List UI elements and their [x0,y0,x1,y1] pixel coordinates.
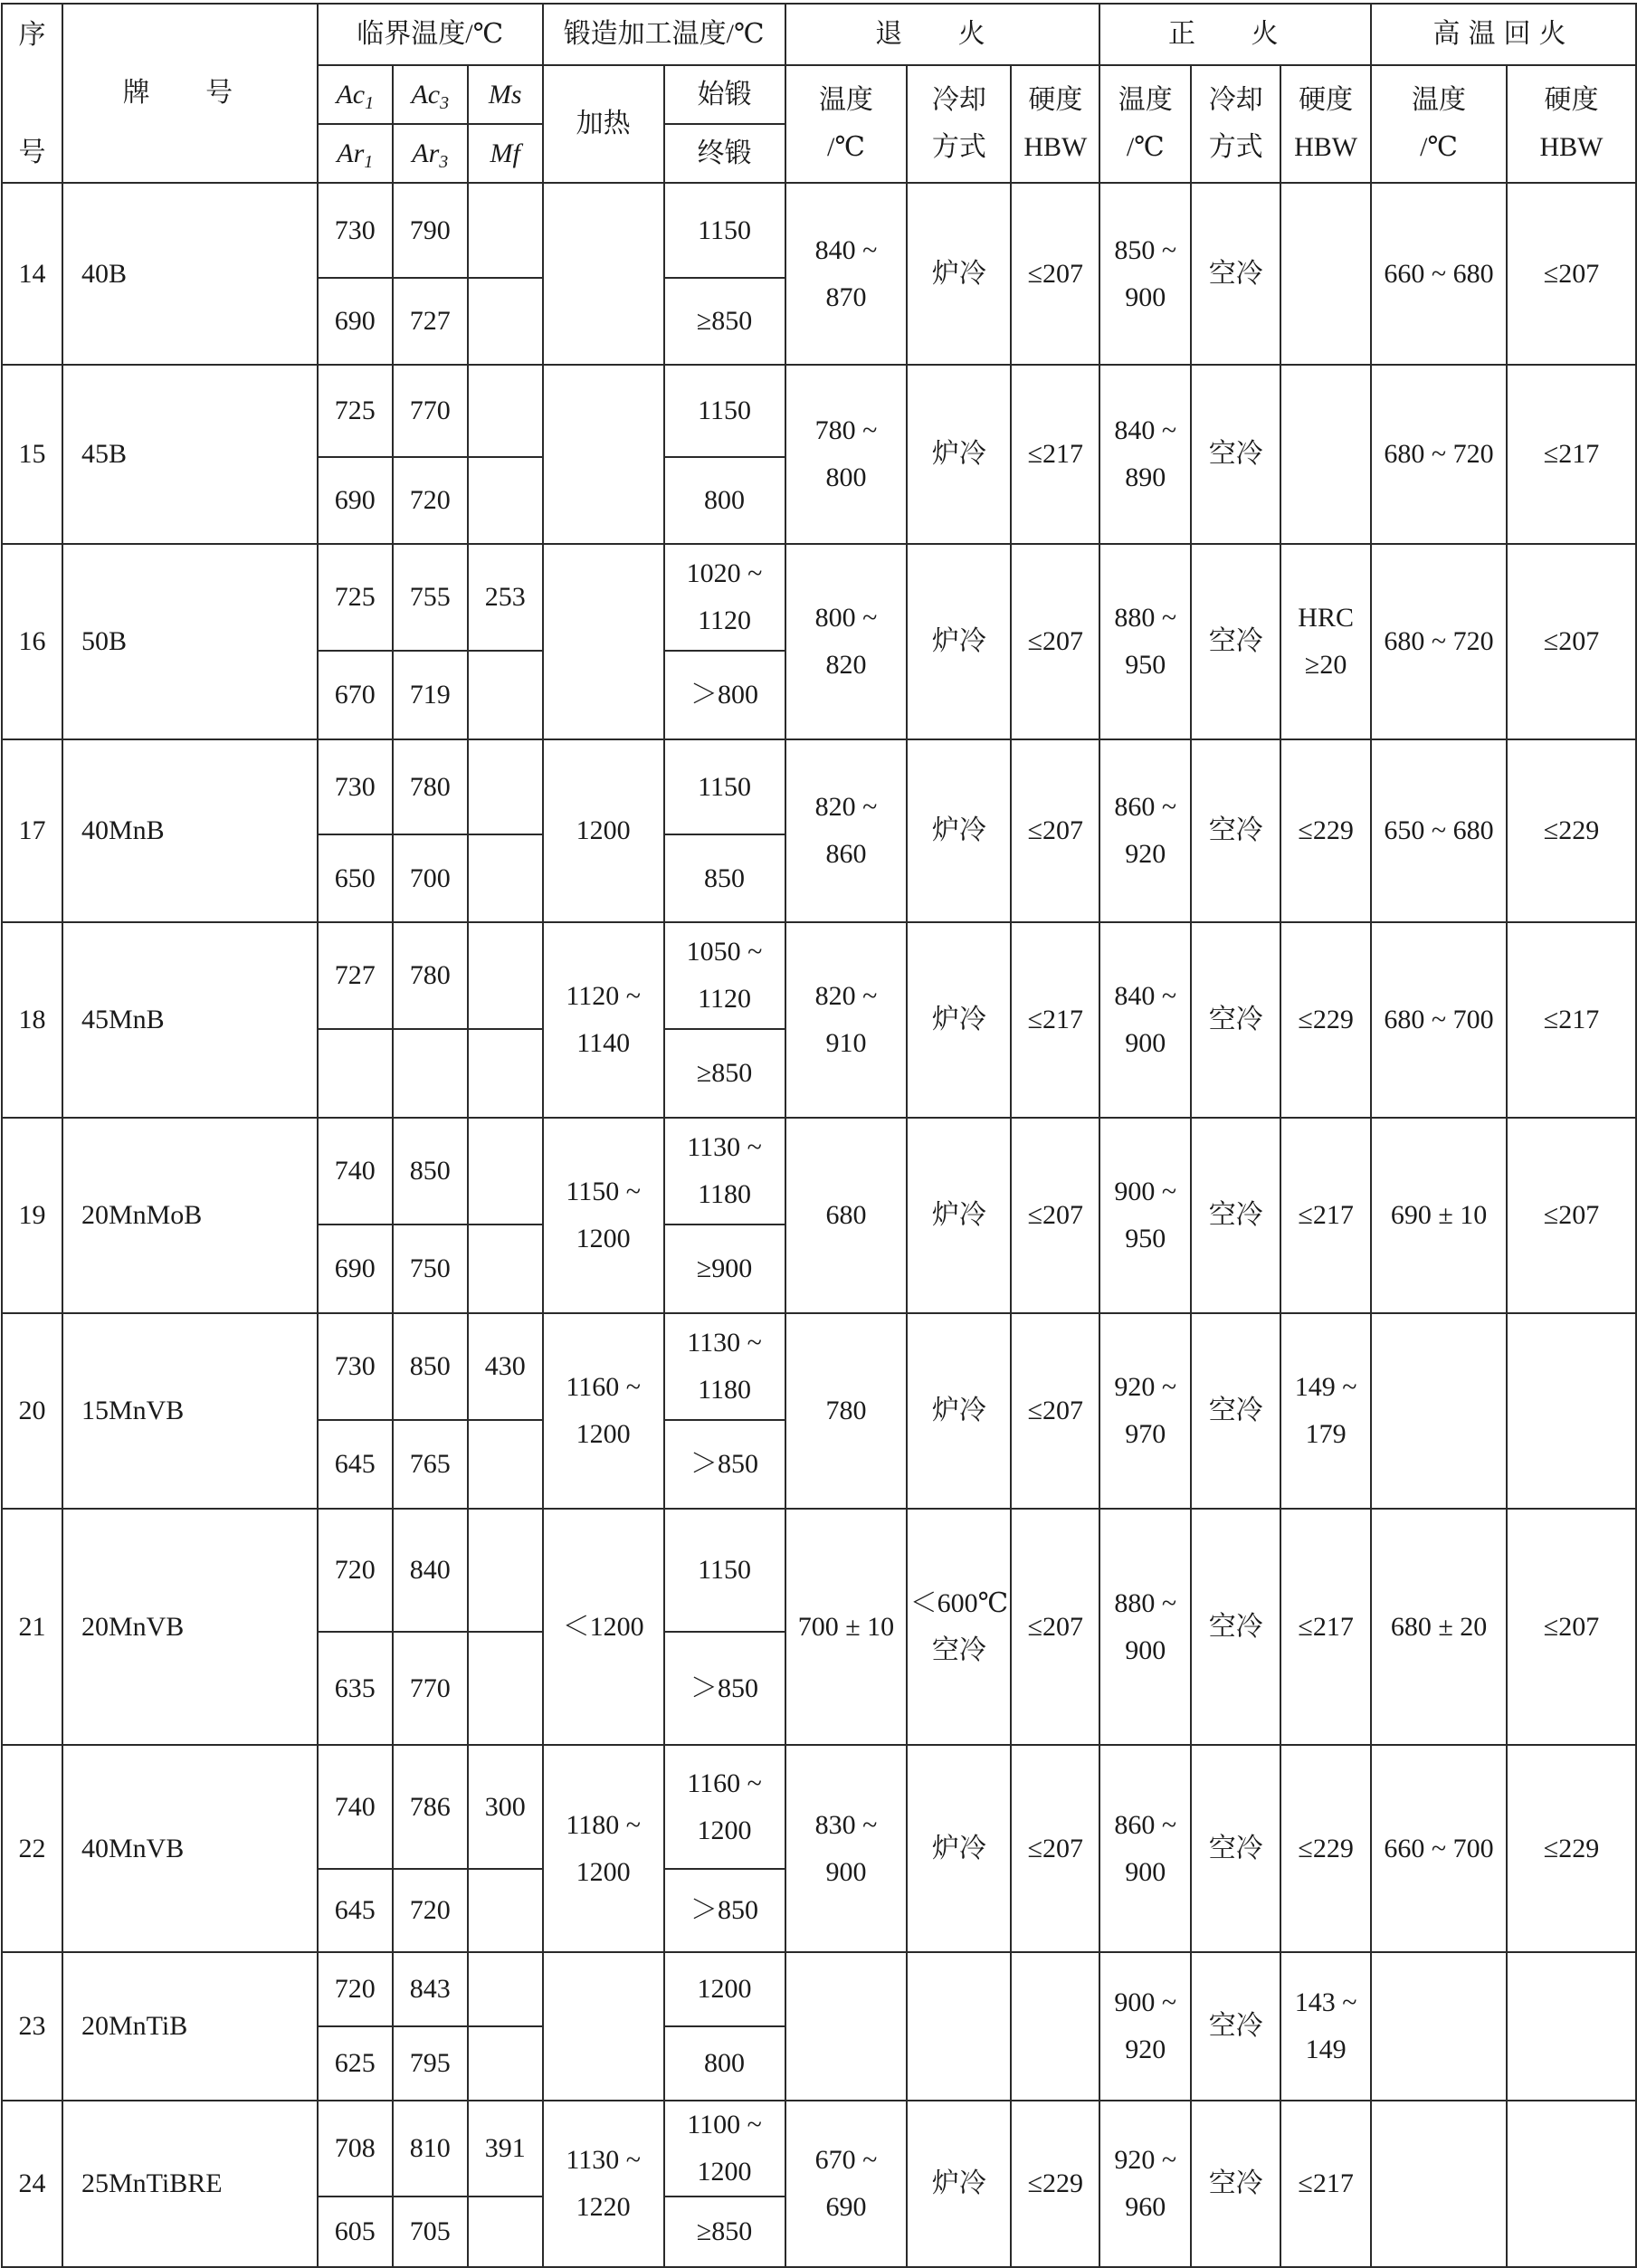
row-number: 18 [2,922,62,1118]
ar3-cell: 770 [393,1632,468,1745]
temper-temp-cell [1371,2101,1507,2267]
mf-cell [468,2197,543,2267]
anneal-hard-cell: ≤229 [1011,2101,1099,2267]
seq-header-bottom: 号 [2,124,62,183]
anneal-cool-cell: 炉冷 [907,1745,1011,1952]
temper-header: 高温回火 [1371,4,1636,65]
table-row [2,544,1636,651]
final-forge-cell: 850 [664,834,785,922]
normalize-temp-cell: 880 ~ 950 [1099,544,1191,739]
anneal-cool-cell [907,1952,1011,2101]
final-forge-cell: ≥850 [664,2197,785,2267]
ar1-cell: 645 [318,1869,393,1952]
final-forge-cell: ＞800 [664,651,785,739]
table-row [2,365,1636,457]
ms-cell [468,1952,543,2026]
heating-cell: 1130 ~ 1220 [543,2101,664,2267]
normalize-hard-cell [1280,365,1371,544]
start-forge-cell: 1130 ~ 1180 [664,1313,785,1420]
ms-cell: 391 [468,2101,543,2197]
anneal-hard-cell: ≤207 [1011,1509,1099,1745]
normalize-hard-cell [1280,183,1371,365]
normalize-hard-header: 硬度 HBW [1280,65,1371,183]
mf-cell [468,457,543,544]
anneal-hard-cell: ≤207 [1011,1118,1099,1313]
ac1-cell: 708 [318,2101,393,2197]
anneal-cool-header: 冷却 方式 [907,65,1011,183]
ar3-cell: 750 [393,1225,468,1313]
temper-hard-cell: ≤207 [1507,183,1636,365]
row-number: 23 [2,1952,62,2101]
temper-hard-cell: ≤207 [1507,1509,1636,1745]
temper-hard-cell: ≤217 [1507,365,1636,544]
anneal-cool-cell: 炉冷 [907,922,1011,1118]
ac3-cell: 850 [393,1118,468,1225]
ar1-cell: 690 [318,278,393,365]
normalize-temp-cell: 860 ~ 920 [1099,739,1191,922]
ms-cell [468,1118,543,1225]
heating-header: 加热 [543,65,664,183]
start-forge-cell: 1160 ~ 1200 [664,1745,785,1869]
ac3-cell: 843 [393,1952,468,2026]
mf-cell [468,834,543,922]
ac1-header: $Ac_1$ [318,65,393,124]
temper-hard-cell [1507,1952,1636,2101]
heating-cell: 1180 ~ 1200 [543,1745,664,1952]
ar3-cell: 700 [393,834,468,922]
temper-temp-cell: 680 ~ 720 [1371,365,1507,544]
grade-cell: 20MnMoB [62,1118,318,1313]
normalize-temp-cell: 840 ~ 890 [1099,365,1191,544]
mf-cell [468,1632,543,1745]
temper-temp-cell: 690 ± 10 [1371,1118,1507,1313]
start-forge-cell: 1150 [664,365,785,457]
table-row [2,1952,1636,2026]
critical-temp-header: 临界温度/℃ [318,4,543,65]
temper-hard-cell: ≤207 [1507,1118,1636,1313]
normalize-hard-cell: ≤217 [1280,2101,1371,2267]
ms-cell [468,183,543,278]
ac3-cell: 810 [393,2101,468,2197]
grade-cell: 40MnVB [62,1745,318,1952]
ac1-cell: 725 [318,365,393,457]
mf-cell [468,651,543,739]
grade-cell: 25MnTiBRE [62,2101,318,2267]
normalize-cool-cell: 空冷 [1191,544,1280,739]
heating-cell: 1160 ~ 1200 [543,1313,664,1509]
normalize-temp-cell: 850 ~ 900 [1099,183,1191,365]
ar3-header: $Ar_3$ [393,124,468,183]
ms-header: Ms [468,65,543,124]
row-number: 22 [2,1745,62,1952]
anneal-header: 退 火 [785,4,1100,65]
final-forge-cell: 800 [664,2026,785,2101]
normalize-temp-cell: 860 ~ 900 [1099,1745,1191,1952]
anneal-temp-header: 温度 /℃ [785,65,908,183]
ac3-cell: 850 [393,1313,468,1420]
final-forge-cell: ≥900 [664,1225,785,1313]
grade-cell: 40MnB [62,739,318,922]
anneal-temp-cell: 700 ± 10 [785,1509,908,1745]
anneal-temp-cell: 820 ~ 910 [785,922,908,1118]
final-forge-header: 终锻 [664,124,785,183]
temper-hard-cell: ≤207 [1507,544,1636,739]
ac1-cell: 725 [318,544,393,651]
mf-cell [468,1420,543,1509]
anneal-cool-cell: 炉冷 [907,1313,1011,1509]
grade-cell: 45B [62,365,318,544]
anneal-hard-cell: ≤207 [1011,1313,1099,1509]
start-forge-cell: 1150 [664,1509,785,1632]
anneal-hard-cell: ≤207 [1011,183,1099,365]
grade-cell: 20MnTiB [62,1952,318,2101]
ar3-cell: 719 [393,651,468,739]
anneal-hard-cell: ≤207 [1011,1745,1099,1952]
normalize-hard-cell: 143 ~ 149 [1280,1952,1371,2101]
row-number: 24 [2,2101,62,2267]
final-forge-cell: 800 [664,457,785,544]
final-forge-cell: ≥850 [664,278,785,365]
mf-cell [468,1029,543,1118]
table-row [2,1118,1636,1225]
heating-cell [543,365,664,544]
ar3-cell: 795 [393,2026,468,2101]
ac3-cell: 790 [393,183,468,278]
seq-header-top: 序 [2,4,62,65]
anneal-temp-cell: 820 ~ 860 [785,739,908,922]
steel-heat-treatment-table [1,3,1637,2268]
normalize-cool-cell: 空冷 [1191,183,1280,365]
ac1-cell: 740 [318,1118,393,1225]
ms-cell [468,739,543,834]
ac1-cell: 740 [318,1745,393,1869]
final-forge-cell: ＞850 [664,1632,785,1745]
ms-cell: 253 [468,544,543,651]
anneal-cool-cell: ＜600℃ 空冷 [907,1509,1011,1745]
normalize-cool-header: 冷却 方式 [1191,65,1280,183]
anneal-temp-cell: 780 [785,1313,908,1509]
ac1-cell: 730 [318,739,393,834]
ar1-header: $Ar_1$ [318,124,393,183]
temper-hard-cell [1507,1313,1636,1509]
anneal-temp-cell: 780 ~ 800 [785,365,908,544]
ac3-cell: 840 [393,1509,468,1632]
table-row [2,183,1636,278]
temper-temp-cell [1371,1952,1507,2101]
anneal-temp-cell: 680 [785,1118,908,1313]
anneal-temp-cell: 840 ~ 870 [785,183,908,365]
temper-hard-header: 硬度 HBW [1507,65,1636,183]
grade-cell: 20MnVB [62,1509,318,1745]
ac3-cell: 786 [393,1745,468,1869]
ar1-cell: 625 [318,2026,393,2101]
ar1-cell: 690 [318,1225,393,1313]
normalize-temp-cell: 900 ~ 920 [1099,1952,1191,2101]
ac3-cell: 780 [393,922,468,1029]
normalize-hard-cell: ≤217 [1280,1118,1371,1313]
ar3-cell [393,1029,468,1118]
normalize-hard-cell: ≤229 [1280,1745,1371,1952]
ac3-cell: 770 [393,365,468,457]
mf-cell [468,278,543,365]
ms-cell [468,365,543,457]
temper-temp-header: 温度 /℃ [1371,65,1507,183]
temper-temp-cell: 680 ~ 700 [1371,922,1507,1118]
forging-temp-header: 锻造加工温度/℃ [543,4,785,65]
table-row [2,1313,1636,1420]
row-number: 14 [2,183,62,365]
temper-temp-cell: 650 ~ 680 [1371,739,1507,922]
table-row [2,1745,1636,1869]
ar1-cell [318,1029,393,1118]
start-forge-cell: 1050 ~ 1120 [664,922,785,1029]
start-forge-cell: 1130 ~ 1180 [664,1118,785,1225]
normalize-hard-cell: 149 ~ 179 [1280,1313,1371,1509]
ar1-cell: 650 [318,834,393,922]
ar3-cell: 727 [393,278,468,365]
table-row [2,1509,1636,1632]
ar3-cell: 720 [393,1869,468,1952]
anneal-hard-cell: ≤207 [1011,739,1099,922]
anneal-hard-cell [1011,1952,1099,2101]
row-number: 16 [2,544,62,739]
final-forge-cell: ≥850 [664,1029,785,1118]
start-forge-cell: 1150 [664,183,785,278]
start-forge-cell: 1200 [664,1952,785,2026]
start-forge-header: 始锻 [664,65,785,124]
ac1-cell: 720 [318,1509,393,1632]
normalize-temp-cell: 880 ~ 900 [1099,1509,1191,1745]
table-row [2,922,1636,1029]
grade-cell: 15MnVB [62,1313,318,1509]
normalize-temp-cell: 920 ~ 970 [1099,1313,1191,1509]
temper-temp-cell: 680 ± 20 [1371,1509,1507,1745]
row-number: 20 [2,1313,62,1509]
normalize-cool-cell: 空冷 [1191,1313,1280,1509]
normalize-temp-header: 温度 /℃ [1099,65,1191,183]
ar1-cell: 670 [318,651,393,739]
heating-cell: 1120 ~ 1140 [543,922,664,1118]
row-number: 21 [2,1509,62,1745]
final-forge-cell: ＞850 [664,1420,785,1509]
anneal-hard-cell: ≤207 [1011,544,1099,739]
table-row [2,2101,1636,2197]
normalize-cool-cell: 空冷 [1191,739,1280,922]
ac1-cell: 720 [318,1952,393,2026]
ac1-cell: 730 [318,183,393,278]
temper-hard-cell: ≤229 [1507,1745,1636,1952]
mf-cell [468,1225,543,1313]
ac3-header: $Ac_3$ [393,65,468,124]
grade-cell: 45MnB [62,922,318,1118]
anneal-temp-cell: 800 ~ 820 [785,544,908,739]
temper-temp-cell: 660 ~ 700 [1371,1745,1507,1952]
anneal-cool-cell: 炉冷 [907,183,1011,365]
temper-hard-cell: ≤229 [1507,739,1636,922]
normalize-cool-cell: 空冷 [1191,1509,1280,1745]
anneal-temp-cell: 670 ~ 690 [785,2101,908,2267]
anneal-cool-cell: 炉冷 [907,1118,1011,1313]
ar1-cell: 635 [318,1632,393,1745]
mf-header: Mf [468,124,543,183]
table-row [2,739,1636,834]
anneal-cool-cell: 炉冷 [907,544,1011,739]
ms-cell [468,1509,543,1632]
grade-cell: 40B [62,183,318,365]
seq-header-gap [2,65,62,124]
temper-temp-cell: 680 ~ 720 [1371,544,1507,739]
normalize-cool-cell: 空冷 [1191,1745,1280,1952]
temper-temp-cell [1371,1313,1507,1509]
ar3-cell: 765 [393,1420,468,1509]
normalize-temp-cell: 900 ~ 950 [1099,1118,1191,1313]
final-forge-cell: ＞850 [664,1869,785,1952]
row-number: 17 [2,739,62,922]
heating-cell: ＜1200 [543,1509,664,1745]
normalize-hard-cell: ≤229 [1280,739,1371,922]
ar1-cell: 645 [318,1420,393,1509]
normalize-cool-cell: 空冷 [1191,1118,1280,1313]
anneal-hard-cell: ≤217 [1011,922,1099,1118]
anneal-hard-cell: ≤217 [1011,365,1099,544]
mf-cell [468,2026,543,2101]
heating-cell: 1200 [543,739,664,922]
row-number: 15 [2,365,62,544]
ar3-cell: 705 [393,2197,468,2267]
ms-cell: 300 [468,1745,543,1869]
ar1-cell: 690 [318,457,393,544]
row-number: 19 [2,1118,62,1313]
normalize-cool-cell: 空冷 [1191,1952,1280,2101]
temper-hard-cell: ≤217 [1507,922,1636,1118]
ac1-cell: 730 [318,1313,393,1420]
ms-cell [468,922,543,1029]
ac3-cell: 780 [393,739,468,834]
normalize-cool-cell: 空冷 [1191,2101,1280,2267]
anneal-temp-cell: 830 ~ 900 [785,1745,908,1952]
mf-cell [468,1869,543,1952]
anneal-temp-cell [785,1952,908,2101]
normalize-hard-cell: ≤229 [1280,922,1371,1118]
start-forge-cell: 1100 ~ 1200 [664,2101,785,2197]
anneal-cool-cell: 炉冷 [907,739,1011,922]
ac3-cell: 755 [393,544,468,651]
normalize-cool-cell: 空冷 [1191,365,1280,544]
start-forge-cell: 1020 ~ 1120 [664,544,785,651]
anneal-cool-cell: 炉冷 [907,365,1011,544]
ar3-cell: 720 [393,457,468,544]
normalize-header: 正 火 [1099,4,1371,65]
temper-hard-cell [1507,2101,1636,2267]
grade-cell: 50B [62,544,318,739]
start-forge-cell: 1150 [664,739,785,834]
heating-cell [543,544,664,739]
normalize-cool-cell: 空冷 [1191,922,1280,1118]
ac1-cell: 727 [318,922,393,1029]
heating-cell: 1150 ~ 1200 [543,1118,664,1313]
ar1-cell: 605 [318,2197,393,2267]
heating-cell [543,1952,664,2101]
normalize-temp-cell: 920 ~ 960 [1099,2101,1191,2267]
normalize-temp-cell: 840 ~ 900 [1099,922,1191,1118]
normalize-hard-cell: ≤217 [1280,1509,1371,1745]
anneal-cool-cell: 炉冷 [907,2101,1011,2267]
ms-cell: 430 [468,1313,543,1420]
heating-cell [543,183,664,365]
grade-header: 牌 号 [62,4,318,183]
temper-temp-cell: 660 ~ 680 [1371,183,1507,365]
anneal-hard-header: 硬度 HBW [1011,65,1099,183]
normalize-hard-cell: HRC ≥20 [1280,544,1371,739]
